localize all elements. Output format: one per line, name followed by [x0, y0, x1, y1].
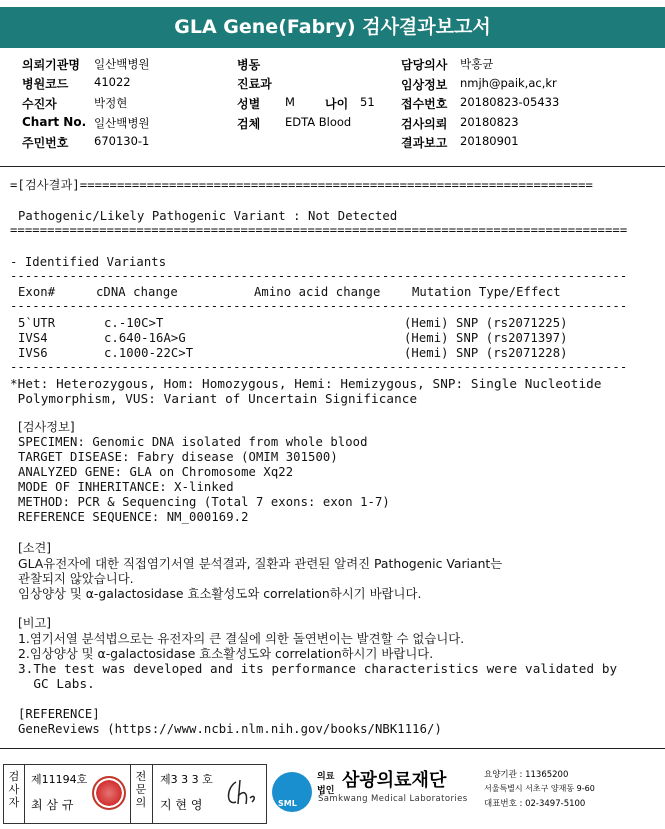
contact-line: 대표번호 : 02-3497-5100 [484, 799, 586, 809]
remarks-title: [비고] [18, 616, 52, 630]
info-label: 임상정보 [401, 78, 448, 92]
info-label: 병원코드 [22, 77, 69, 91]
variant-cdna: c.640-16A>G [104, 331, 186, 345]
logo-small-text: 법인 [317, 786, 335, 796]
info-label: 담당의사 [401, 58, 448, 72]
test-info-line: ANALYZED GENE: GLA on Chromosome Xq22 [18, 465, 294, 479]
logo-badge: SML [278, 799, 297, 808]
opinion-title: [소견] [18, 541, 52, 555]
info-label: 수진자 [22, 97, 57, 111]
info-value: 51 [360, 95, 375, 109]
info-value: 20180901 [460, 134, 519, 148]
info-value: 박홍균 [460, 57, 494, 71]
seal-stamp [92, 776, 126, 810]
info-value: nmjh@paik,ac,kr [460, 76, 557, 90]
variant-exon: IVS4 [18, 331, 48, 345]
remarks-line: 1.염기서열 분석법으로는 유전자의 큰 결실에 의한 돌연변이는 발견할 수 없습니다. [18, 631, 465, 646]
organization-name-en: Samkwang Medical Laboratories [318, 794, 468, 804]
opinion-line: 임상양상 및 α-galactosidase 효소활성도와 correlation하시기 바랍니다. [18, 586, 422, 601]
info-label: 결과보고 [401, 136, 448, 150]
specialist-name: 지 현 영 [160, 798, 203, 812]
col-header-exon: Exon# [18, 285, 56, 299]
info-label: Chart No. [22, 115, 87, 129]
variant-cdna: c.-10C>T [104, 316, 164, 330]
logo-small-text: 의료 [317, 772, 335, 782]
col-header-amino: Amino acid change [254, 285, 381, 299]
variant-exon: 5`UTR [18, 316, 56, 330]
test-info-line: SPECIMEN: Genomic DNA isolated from whole blood [18, 435, 368, 449]
reference-title: [REFERENCE] [18, 707, 100, 721]
specialist-label-text: 전문의 [135, 770, 147, 809]
info-label: 접수번호 [401, 97, 448, 111]
reference-link: GeneReviews (https://www.ncbi.nlm.nih.gov/books/NBK1116/) [18, 722, 442, 736]
info-value: 20180823-05433 [460, 95, 560, 109]
remarks-line: 2.임상양상 및 α-galactosidase 효소활성도와 correlation하시기 바랍니다. [18, 646, 434, 661]
pathogenic-summary: Pathogenic/Likely Pathogenic Variant : Not Detected [18, 209, 398, 223]
info-value: 670130-1 [94, 134, 150, 148]
test-info-line: MODE OF INHERITANCE: X-linked [18, 480, 234, 494]
info-value: 박정현 [94, 96, 128, 110]
signature-icon [222, 776, 260, 812]
variant-effect: (Hemi) SNP (rs2071397) [404, 331, 568, 345]
info-label: 의뢰기관명 [22, 58, 80, 72]
signature-footer [0, 764, 665, 826]
double-rule: =================================================================================== [10, 223, 628, 237]
col-header-effect: Mutation Type/Effect [412, 285, 561, 299]
col-header-cdna: cDNA change [96, 285, 178, 299]
contact-line: 서울특별시 서초구 양재동 9-60 [484, 784, 595, 793]
test-info-line: METHOD: PCR & Sequencing (Total 7 exons: exon 1-7) [18, 495, 390, 509]
opinion-line: GLA유전자에 대한 직접염기서열 분석결과, 질환과 관련된 알려진 Pathogenic Variant는 [18, 556, 503, 571]
abbreviation-note: Polymorphism, VUS: Variant of Uncertain Significance [10, 391, 418, 406]
remarks-line: GC Labs. [18, 676, 95, 691]
contact-line: 요양기관 : 11365200 [484, 770, 569, 780]
examiner-name: 최 삼 규 [31, 798, 74, 812]
footer-divider [0, 748, 665, 749]
remarks-line: 3.The test was developed and its performance characteristics were validated by [18, 661, 618, 676]
examiner-number: 제11194호 [31, 773, 88, 786]
organization-name: 삼광의료재단 [342, 770, 447, 791]
variant-cdna: c.1000-22C>T [104, 346, 194, 360]
test-info-line: TARGET DISEASE: Fabry disease (OMIM 301500) [18, 450, 338, 464]
test-info-title: [검사정보] [18, 420, 75, 434]
info-label: 나이 [325, 97, 349, 111]
info-label: 병동 [237, 58, 261, 72]
header-divider [0, 166, 665, 167]
abbreviation-note: *Het: Heterozygous, Hom: Homozygous, Hemi: Hemizygous, SNP: Single Nucleotide [10, 376, 602, 391]
info-label: 검사의뢰 [401, 117, 448, 131]
opinion-line: 관찰되지 않았습니다. [18, 571, 134, 586]
specialist-label [131, 770, 151, 809]
identified-variants-title: - Identified Variants [10, 255, 167, 269]
info-value: 20180823 [460, 115, 519, 129]
variant-exon: IVS6 [18, 346, 48, 360]
info-label: 주민번호 [22, 136, 69, 150]
specialist-number: 제3 3 3 호 [160, 773, 213, 786]
info-label: 검체 [237, 117, 261, 131]
examiner-label-text: 검사자 [8, 770, 20, 809]
info-value: 41022 [94, 75, 131, 89]
info-value: M [285, 95, 295, 109]
info-value: 일산백병원 [94, 116, 150, 130]
report-title: GLA Gene(Fabry) 검사결과보고서 [0, 7, 665, 48]
info-value: EDTA Blood [285, 115, 352, 129]
results-section-header: =[검사결과]===================================================================== [10, 178, 593, 192]
info-label: 진료과 [237, 77, 272, 91]
test-info-line: REFERENCE SEQUENCE: NM_000169.2 [18, 510, 249, 524]
report-body [0, 176, 665, 746]
dash-rule: ----------------------------------------------------------------------------------- [10, 360, 628, 374]
dash-rule: ----------------------------------------------------------------------------------- [10, 269, 628, 283]
variant-effect: (Hemi) SNP (rs2071225) [404, 316, 568, 330]
variant-effect: (Hemi) SNP (rs2071228) [404, 346, 568, 360]
info-value: 일산백병원 [94, 57, 150, 71]
examiner-label [4, 770, 24, 809]
dash-rule: ----------------------------------------------------------------------------------- [10, 299, 628, 313]
info-label: 성별 [237, 97, 261, 111]
box-divider [152, 764, 153, 824]
box-divider [24, 764, 25, 824]
patient-info [0, 52, 665, 164]
